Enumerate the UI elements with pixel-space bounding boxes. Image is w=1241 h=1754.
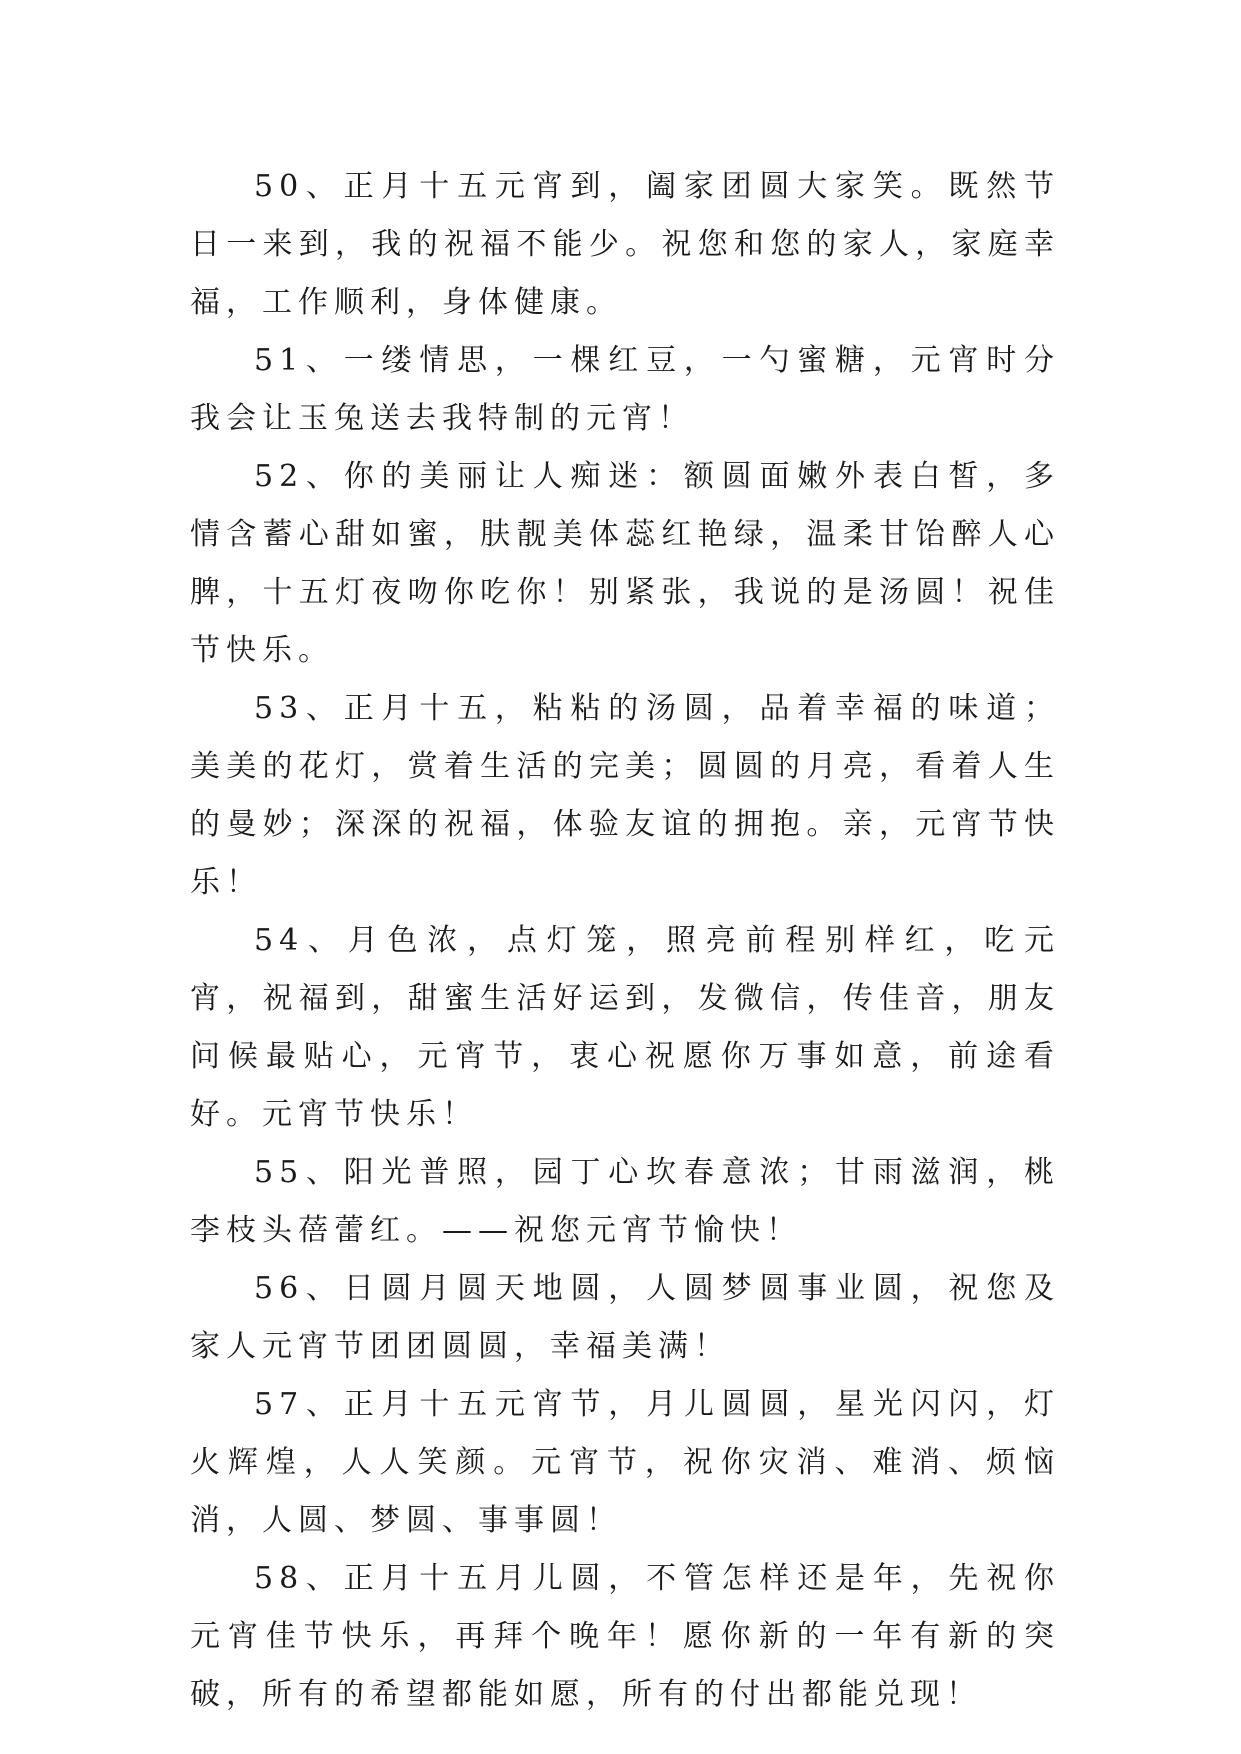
- paragraph-55: 55、阳光普照，园丁心坎春意浓；甘雨滋润，桃李枝头蓓蕾红。——祝您元宵节愉快！: [190, 1155, 1060, 1248]
- paragraph-50: 50、正月十五元宵到，阖家团圆大家笑。既然节日一来到，我的祝福不能少。祝您和您的家人，家庭幸福，工作顺利，身体健康。: [190, 169, 1060, 320]
- paragraph-53: 53、正月十五，粘粘的汤圆，品着幸福的味道；美美的花灯，赏着生活的完美；圆圆的月亮，看着人生的曼妙；深深的祝福，体验友谊的拥抱。亲，元宵节快乐！: [190, 691, 1060, 900]
- paragraph-51: 51、一缕情思，一棵红豆，一勺蜜糖，元宵时分我会让玉兔送去我特制的元宵！: [190, 343, 1060, 436]
- paragraph-54: 54、月色浓，点灯笼，照亮前程别样红，吃元宵，祝福到，甜蜜生活好运到，发微信，传佳音，朋友问候最贴心，元宵节，衷心祝愿你万事如意，前途看好。元宵节快乐！: [190, 923, 1060, 1132]
- paragraph-57: 57、正月十五元宵节，月儿圆圆，星光闪闪，灯火辉煌，人人笑颜。元宵节，祝你灾消、难消、烦恼消，人圆、梦圆、事事圆！: [190, 1387, 1060, 1538]
- paragraph-58: 58、正月十五月儿圆，不管怎样还是年，先祝你元宵佳节快乐，再拜个晚年！愿你新的一年有新的突破，所有的希望都能如愿，所有的付出都能兑现！: [190, 1561, 1060, 1712]
- paragraph-56: 56、日圆月圆天地圆，人圆梦圆事业圆，祝您及家人元宵节团团圆圆，幸福美满！: [190, 1271, 1060, 1364]
- paragraph-52: 52、你的美丽让人痴迷：额圆面嫩外表白皙，多情含蓄心甜如蜜，肤靓美体蕊红艳绿，温柔甘饴醉人心脾，十五灯夜吻你吃你！别紧张，我说的是汤圆！祝佳节快乐。: [190, 459, 1060, 668]
- document-body: [190, 158, 1060, 1724]
